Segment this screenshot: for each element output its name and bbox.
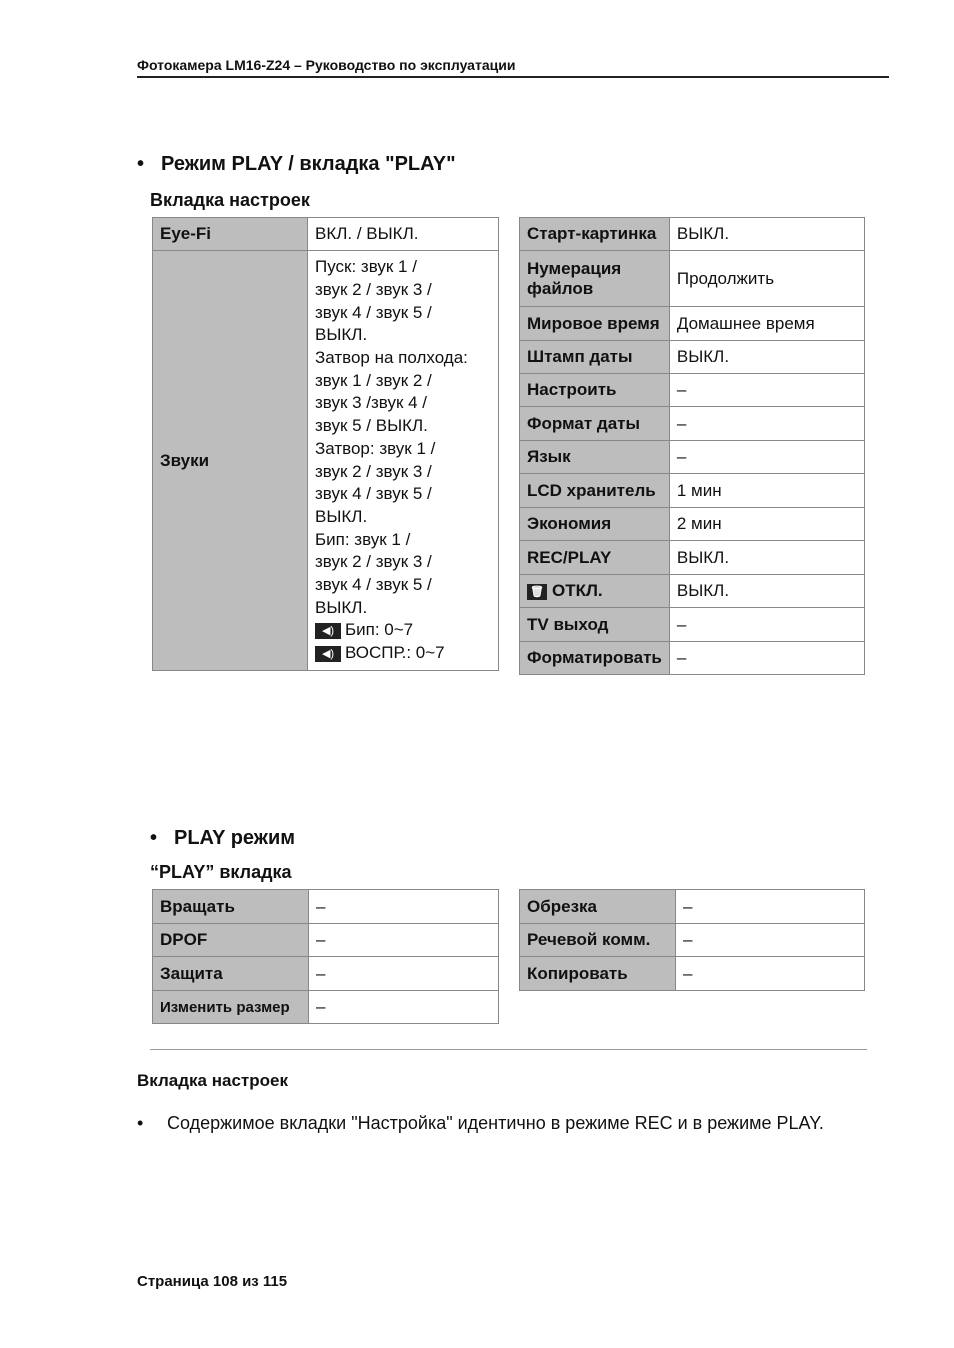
row-label: Старт-картинка <box>520 218 670 251</box>
bullet: • <box>150 827 158 849</box>
sounds-line: звук 2 / звук 3 / <box>315 279 432 299</box>
row-label: Форматировать <box>520 642 670 675</box>
row-value: ВЫКЛ. <box>669 341 864 374</box>
row-label: LCD хранитель <box>520 474 670 508</box>
sounds-line: звук 4 / звук 5 / <box>315 575 432 595</box>
row-label: Изменить размер <box>153 991 309 1024</box>
sounds-line: звук 1 / звук 2 / <box>315 370 432 390</box>
row-value: Продолжить <box>669 251 864 307</box>
settings-tab-note <box>137 1113 824 1134</box>
speaker-icon: ◀) <box>315 623 341 639</box>
row-label: Обрезка <box>520 890 676 924</box>
row-value: – <box>676 957 865 991</box>
section-title-text: Режим PLAY / вкладка "PLAY" <box>161 153 456 175</box>
table-row <box>153 890 499 924</box>
beep-volume-text: Бип: 0~7 <box>345 620 414 640</box>
settings-tab-heading: Вкладка настроек <box>137 1071 288 1090</box>
settings-tab-note-text: Содержимое вкладки "Настройка" идентично в режиме REC и в режиме PLAY. <box>167 1113 824 1133</box>
settings-table-right <box>519 217 865 675</box>
sounds-line: Пуск: звук 1 / <box>315 257 417 277</box>
row-value: Домашнее время <box>669 307 864 341</box>
table-row <box>520 924 865 957</box>
sounds-label: Звуки <box>153 251 308 671</box>
row-label: Речевой комм. <box>520 924 676 957</box>
sounds-line: Бип: звук 1 / <box>315 529 411 549</box>
eyefi-value: ВКЛ. / ВЫКЛ. <box>308 218 499 251</box>
table-row <box>520 474 865 508</box>
play-table-right <box>519 889 865 991</box>
sounds-line: звук 3 /звук 4 / <box>315 393 428 413</box>
section-title-play-mode <box>137 153 456 176</box>
table-row <box>520 341 865 374</box>
row-label-text: ОТКЛ. <box>552 581 603 600</box>
row-value: – <box>676 924 865 957</box>
play-table-left <box>152 889 499 1024</box>
page-footer: Страница 108 из 115 <box>137 1273 288 1290</box>
row-value: – <box>669 374 864 407</box>
row-label: Мировое время <box>520 307 670 341</box>
sounds-line: звук 4 / звук 5 / <box>315 484 432 504</box>
row-label: DPOF <box>153 924 309 957</box>
bullet: • <box>137 153 145 175</box>
speaker-icon: ◀) <box>315 646 341 662</box>
table-row <box>520 608 865 642</box>
table-row <box>153 991 499 1024</box>
sounds-line: звук 2 / звук 3 / <box>315 552 432 572</box>
table-row <box>520 957 865 991</box>
row-value: – <box>676 890 865 924</box>
table-row <box>520 374 865 407</box>
row-label: Копировать <box>520 957 676 991</box>
row-label: Защита <box>153 957 309 991</box>
sounds-line: ВЫКЛ. <box>315 325 368 345</box>
sounds-line: Затвор на полхода: <box>315 347 468 367</box>
row-value: – <box>309 957 499 991</box>
section-title-play <box>150 827 295 850</box>
table-row <box>520 575 865 608</box>
section-divider <box>150 1049 867 1050</box>
sounds-line: ВЫКЛ. <box>315 597 368 617</box>
row-value: ВЫКЛ. <box>669 575 864 608</box>
play-volume-line <box>315 642 491 665</box>
table-row <box>520 218 865 251</box>
table-row <box>520 890 865 924</box>
table-row <box>153 218 499 251</box>
table-row <box>520 642 865 675</box>
sounds-line: звук 5 / ВЫКЛ. <box>315 416 428 436</box>
section-subtitle: “PLAY” вкладка <box>150 862 292 882</box>
row-label: REC/PLAY <box>520 541 670 575</box>
table-row <box>153 924 499 957</box>
row-label: TV выход <box>520 608 670 642</box>
row-label <box>520 575 670 608</box>
bullet: • <box>137 1113 144 1133</box>
row-value: 2 мин <box>669 508 864 541</box>
row-value: – <box>309 924 499 957</box>
table-row <box>520 307 865 341</box>
row-label: Настроить <box>520 374 670 407</box>
row-label: Формат даты <box>520 407 670 441</box>
row-value: ВЫКЛ. <box>669 541 864 575</box>
row-value: ВЫКЛ. <box>669 218 864 251</box>
table-row <box>520 441 865 474</box>
sounds-line: ВЫКЛ. <box>315 506 368 526</box>
table-row <box>153 251 499 671</box>
table-row <box>520 251 865 307</box>
row-value: – <box>669 642 864 675</box>
section-subtitle: Вкладка настроек <box>150 190 310 210</box>
sounds-line: звук 2 / звук 3 / <box>315 461 432 481</box>
sounds-value <box>308 251 499 671</box>
table-row <box>153 957 499 991</box>
row-label: Штамп даты <box>520 341 670 374</box>
header-divider <box>137 76 889 78</box>
row-value: – <box>669 441 864 474</box>
settings-table-left <box>152 217 499 671</box>
row-value: – <box>669 608 864 642</box>
row-label: Язык <box>520 441 670 474</box>
row-value: 1 мин <box>669 474 864 508</box>
row-value: – <box>309 991 499 1024</box>
row-label: Нумерация файлов <box>520 251 670 307</box>
table-row <box>520 508 865 541</box>
table-row <box>520 541 865 575</box>
section-title-text: PLAY режим <box>174 827 296 849</box>
beep-volume-line <box>315 619 491 642</box>
table-row <box>520 407 865 441</box>
play-volume-text: ВОСПР.: 0~7 <box>345 643 445 663</box>
sounds-line: Затвор: звук 1 / <box>315 438 436 458</box>
row-label: Вращать <box>153 890 309 924</box>
row-label: Экономия <box>520 508 670 541</box>
row-value: – <box>669 407 864 441</box>
eyefi-label: Eye-Fi <box>153 218 308 251</box>
trash-icon: 🗑 <box>527 584 547 600</box>
page-header: Фотокамера LM16-Z24 – Руководство по эксплуатации <box>137 57 516 73</box>
sounds-line: звук 4 / звук 5 / <box>315 302 432 322</box>
row-value: – <box>309 890 499 924</box>
